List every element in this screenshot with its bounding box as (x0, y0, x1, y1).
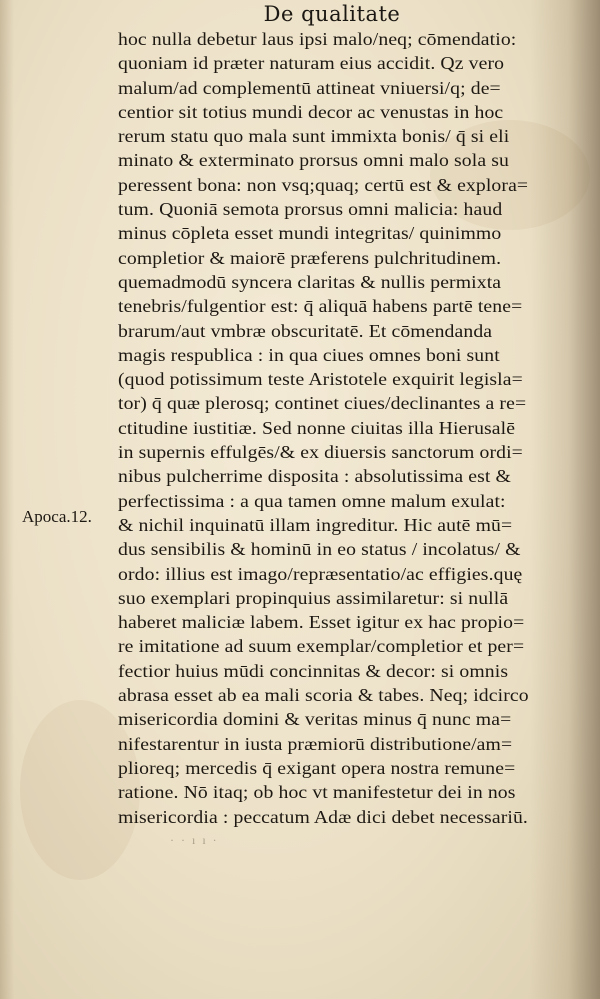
text-line: haberet maliciæ labem. Esset igitur ex hac propio= (118, 612, 525, 633)
text-line: completior & maiorē præferens pulchritudinem. (118, 247, 502, 268)
text-line: dus sensibilis & hominū in eo status / incolatus/ & (118, 539, 521, 560)
text-line: nibus pulcherrime disposita : absolutissima est & (118, 466, 511, 487)
text-line: minus cōpleta esset mundi integritas/ quinimmo (118, 223, 502, 244)
text-line: rerum statu quo mala sunt immixta bonis/ q̄ si eli (118, 126, 510, 147)
text-line: malum/ad complementū attineat vniuersi/q; de= (118, 77, 501, 98)
ink-smudge: · · ı ı · (170, 833, 219, 847)
text-line: ordo: illius est imago/repræsentatio/ac effigies.quę (118, 563, 523, 584)
marginal-note: Apoca.12. (22, 507, 92, 526)
text-line: (quod potissimum teste Aristotele exquirit legisla= (118, 369, 523, 390)
text-line: hoc nulla debetur laus ipsi malo/neq; cōmendatio: (118, 29, 517, 49)
body-text (118, 27, 568, 829)
text-line: in supernis effulgēs/& ex diuersis sanctorum ordi= (118, 442, 523, 463)
text-line: plioreq; mercedis q̄ exigant opera nostra remune= (118, 757, 516, 778)
text-line: minato & exterminato prorsus omni malo sola su (118, 150, 510, 171)
text-line: centior sit totius mundi decor ac venustas in hoc (118, 101, 504, 122)
text-line: fectior huius mūdi concinnitas & decor: si omnis (118, 660, 509, 681)
text-line: abrasa esset ab ea mali scoria & tabes. Neq; idcirco (118, 685, 529, 706)
text-line: tenebris/fulgentior est: q̄ aliquā habens partē tene= (118, 296, 523, 317)
text-line: & nichil inquinatū illam ingreditur. Hic autē mū= (118, 514, 513, 535)
text-line: misericordia domini & veritas minus q̄ nunc ma= (118, 709, 512, 730)
text-line: ctitudine iustitiæ. Sed nonne ciuitas illa Hierusalē (118, 417, 516, 438)
text-line: re imitatione ad suum exemplar/completior et per= (118, 636, 525, 657)
text-line: magis respublica : in qua ciues omnes boni sunt (118, 344, 500, 365)
text-line: tor) q̄ quæ plerosq; continet ciues/declinantes a re= (118, 393, 527, 414)
text-line: quemadmodū syncera claritas & nullis permixta (118, 271, 502, 292)
text-line: brarum/aut vmbræ obscuritatē. Et cōmendanda (118, 320, 493, 341)
text-line: misericordia : peccatum Adæ dici debet necessariū. (118, 806, 528, 827)
page-edge-shadow (0, 0, 14, 999)
text-line: quoniam id præter naturam eius accidit. Qz vero (118, 53, 505, 74)
text-line: ratione. Nō itaq; ob hoc vt manifestetur dei in nos (118, 782, 516, 803)
text-line: nifestarentur in iusta præmiorū distributione/am= (118, 733, 513, 754)
text-line: peressent bona: non vsq;quaq; certū est & explora= (118, 174, 529, 195)
running-head (0, 2, 600, 26)
running-head-text: De qualitate (263, 2, 401, 26)
text-line: tum. Quoniā semota prorsus omni malicia: haud (118, 199, 503, 220)
text-line: suo exemplari propinquius assimilaretur: si nullā (118, 587, 509, 608)
text-line: perfectissima : a qua tamen omne malum exulat: (118, 490, 506, 511)
